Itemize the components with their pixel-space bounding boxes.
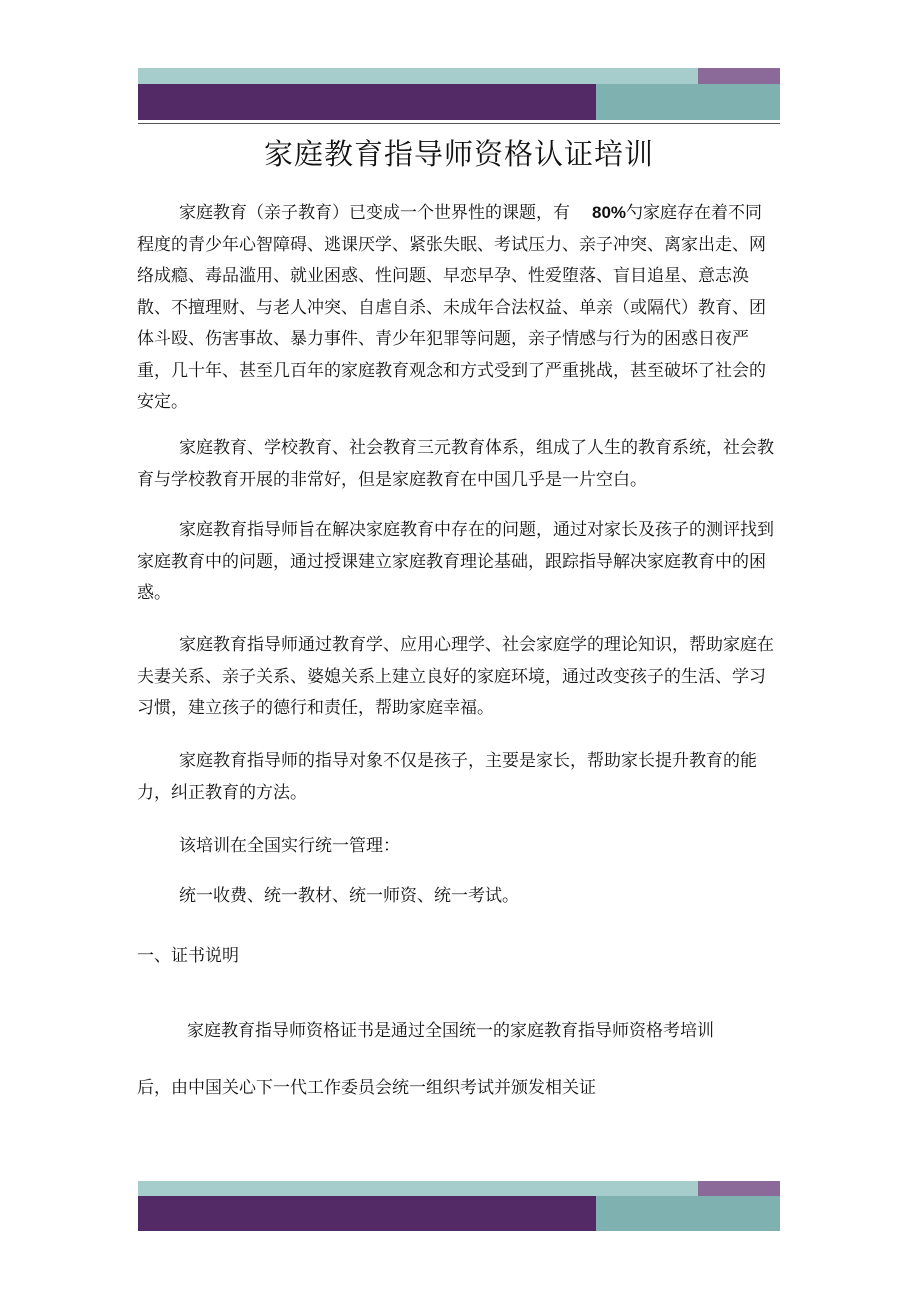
document-title: 家庭教育指导师资格认证培训 [263,137,654,171]
paragraph-instructor-method: 家庭教育指导师通过教育学、应用心理学、社会家庭学的理论知识，帮助家庭在夫妻关系、亲子关系、婆媳关系上建立良好的家庭环境，通过改变孩子的生活、学习习惯，建立孩子的德行和责任，帮助家庭幸福。 [137,635,774,718]
paragraph-education-system: 家庭教育、学校教育、社会教育三元教育体系，组成了人生的教育系统，社会教育与学校教育开展的非常好，但是家庭教育在中国几乎是一片空白。 [137,438,774,490]
footer-decor-band [138,1181,780,1231]
footer-band-light-strip [138,1181,698,1196]
paragraph-certificate-description: 家庭教育指导师资格证书是通过全国统一的家庭教育指导师资格考培训后，由中国关心下一代工作委员会统一组织考试并颁发相关证 [137,1021,714,1098]
footer-band-teal-bar [596,1196,780,1231]
paragraph-unified-items: 统一收费、统一教材、统一师资、统一考试。 [179,886,519,906]
footer-band-purple-bar [138,1196,596,1231]
paragraph-instructor-purpose: 家庭教育指导师旨在解决家庭教育中存在的问题，通过对家长及孩子的测评找到家庭教育中的问题，通过授课建立家庭教育理论基础，跟踪指导解决家庭教育中的困惑。 [137,520,774,603]
paragraph-intro [137,197,777,419]
paragraph-management: 该培训在全国实行统一管理： [179,836,400,856]
intro-highlight-percent: 80% [592,203,627,222]
header-band-teal-bar [596,84,780,120]
intro-text-rest: 勺家庭存在着不同程度的青少年心智障碍、逃课厌学、紧张失眠、考试压力、亲子冲突、离家出走、网络成瘾、毒品滥用、就业困惑、性问题、早恋早孕、性爱堕落、盲目追星、意志涣散、不擅理财、与老人冲突、自虐自杀、未成年合法权益、单亲（或隔代）教育、团体斗殴、伤害事故、暴力事件、青少年犯罪等问题，亲子情感与行为的困惑日夜严重，几十年、甚至几百年的家庭教育观念和方式受到了严重挑战，甚至破坏了社会的安定。 [137,203,766,412]
header-band-light-strip [138,68,698,84]
paragraph-instructor-target: 家庭教育指导师的指导对象不仅是孩子，主要是家长，帮助家长提升教育的能力，纠正教育的方法。 [137,751,757,803]
header-band-purple-accent [698,68,780,84]
intro-text-start: 家庭教育（亲子教育）已变成一个世界性的课题，有 [179,203,570,223]
header-band-purple-bar [138,84,596,120]
header-decor-band [138,68,780,120]
header-rule [138,123,780,124]
footer-band-purple-accent [698,1181,780,1196]
section-heading-certificate: 一、证书说明 [137,946,239,966]
